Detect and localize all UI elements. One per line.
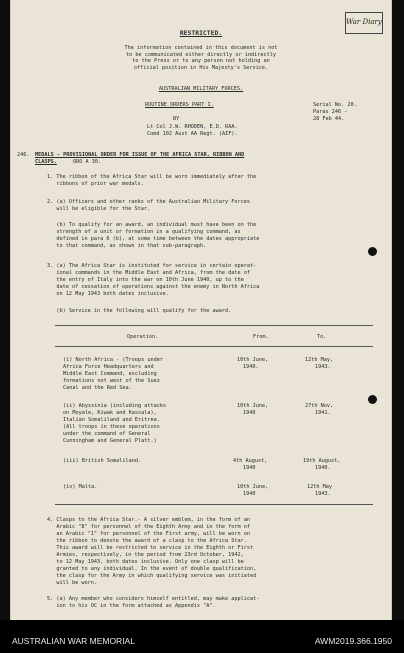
para-3a-line-1: 3. (a) The Africa Star is instituted for service in certain operat- [47, 263, 257, 269]
row-2-from-line-1: 10th June, [237, 403, 269, 409]
para-2b-line-3: defined in para 6 (b), at some time between the dates appropriate [47, 236, 260, 242]
para-1-line-2: ribbons of prior war medals. [47, 181, 144, 187]
footer-institution: AUSTRALIAN WAR MEMORIAL [12, 636, 135, 646]
notice-line-1: The information contained in this document is not [124, 45, 278, 51]
para-heading-line-1: MEDALS - PROVISIONAL ORDER FOR ISSUE OF THE AFRICA STAR, RIBBON AND [35, 152, 245, 158]
para-4-line-5: This award will be restricted to service in the Eighth or First [47, 545, 254, 551]
para-reference: ORO A 30. [73, 159, 102, 165]
para-2a-line-2: will be eligible for the Star. [47, 206, 151, 212]
row-4-to-line-1: 12th May [307, 484, 332, 490]
row-3-operation-line-1: (iii) British Somaliland. [63, 458, 142, 464]
row-3-to-line-2: 1940. [315, 465, 331, 471]
row-1-operation-line-4: formations not west of the Suez [63, 378, 160, 384]
row-1-operation-line-1: (i) North Africa - (Troops under [63, 357, 163, 363]
para-2b-line-4: to that command, as shown in that sub-paragraph. [47, 243, 207, 249]
para-2a-line-1: 2. (a) Officers and other ranks of the Australian Military Forces [47, 199, 251, 205]
table-rule-bottom [55, 504, 373, 505]
orders-title: ROUTINE ORDERS PART I. [145, 102, 214, 108]
row-2-operation-line-1: (ii) Abyssinia (including attacks [63, 403, 167, 409]
para-4-line-1: 4. Clasps to the Africa Star.- A silver emblem, in the form of an [47, 517, 251, 523]
table-rule-top [55, 325, 373, 326]
by-label: BY [173, 116, 180, 122]
para-4-line-3: an Arabic "1" for personnel of the First army, will be worn on [47, 531, 251, 537]
row-2-operation-line-3: Italian Somaliland and Eritrea. [63, 417, 160, 423]
para-1-line-1: 1. The ribbon of the Africa Star will be worn immediately after the [47, 174, 257, 180]
collection-footer [0, 620, 404, 653]
para-4-line-2: Arabic "8" for personnel of the Eighth Army and in the form of [47, 524, 251, 530]
row-2-operation-line-4: (All troops in these operations [63, 424, 160, 430]
para-4-line-9: the clasp for the Army in which qualifying service was initiated [47, 573, 257, 579]
row-1-to-line-2: 1943. [315, 364, 331, 370]
para-heading-line-2: CLASPS. [35, 159, 57, 165]
para-number: 246. [17, 152, 30, 158]
para-3a-line-4: date of cessation of operations against the enemy in North Africa [47, 284, 260, 290]
para-3a-line-5: on 12 May 1943 both dates inclusive. [47, 291, 169, 297]
row-2-to-line-1: 27th Nov, [305, 403, 334, 409]
classification-heading: RESTRICTED. [179, 29, 223, 37]
row-2-operation-line-6: Cunningham and General Platt.) [63, 438, 157, 444]
para-4-line-10: will be worn. [47, 580, 97, 586]
para-2b-line-2: strength of a unit or formation in a qualifying command, as [47, 229, 241, 235]
notice-line-4: official position in His Majesty's Service. [133, 64, 269, 71]
row-1-operation-line-3: Middle East Command, excluding [63, 371, 157, 377]
row-1-from-line-2: 1940. [243, 364, 259, 370]
row-4-from-line-1: 10th June, [237, 484, 269, 490]
row-4-to-line-2: 1943. [315, 491, 331, 497]
row-2-operation-line-2: on Moyale, Kiwak and Kassala), [63, 410, 157, 416]
command-name: Comd 102 Aust AA Regt. (AIF). [147, 131, 238, 137]
paras-range: Paras 246 - [313, 109, 348, 115]
row-2-from-line-2: 1940 [243, 410, 256, 416]
para-3b-line: (b) Service in the following will qualify for the award. [47, 308, 232, 314]
row-4-operation-line-1: (iv) Malta. [63, 484, 98, 490]
force-heading: AUSTRALIAN MILITARY FORCES. [158, 86, 244, 92]
serial-number: Serial No. 20. [313, 102, 357, 108]
para-4-line-7: to 12 May 1943, both dates inclusive. Only one clasp will be [47, 559, 244, 565]
row-3-to-line-1: 19th August, [303, 458, 341, 464]
row-4-from-line-2: 1940 [243, 491, 256, 497]
row-2-operation-line-5: under the command of General [63, 431, 151, 437]
row-2-to-line-2: 1941. [315, 410, 331, 416]
punch-hole-bottom [368, 395, 377, 404]
notice-line-3: to the Press or to any person not holding an [132, 58, 270, 64]
para-3a-line-3: the entry of Italy into the war on 10th June 1940, up to the [47, 277, 244, 283]
order-date: 28 Feb 44. [313, 116, 345, 122]
para-4-line-6: Armies, respectively, in the period from 23rd October, 1942, [47, 552, 244, 558]
punch-hole-top [368, 247, 377, 256]
footer-accession-number: AWM2019.366.1950 [314, 636, 392, 646]
table-header-operation: Operation. [127, 334, 159, 340]
para-4-line-4: the ribbon to denote the award of a clasp to the Africa Star. [47, 538, 247, 544]
para-5-line-2: ion to his OC in the form attached as Appendix "A". [47, 603, 216, 609]
document-page [10, 0, 392, 620]
notice-line-2: to be communicated either directly or indirectly [126, 51, 276, 58]
officer-name: Lt Col J.W. RHODEN, E.D. RAA. [147, 124, 238, 130]
table-header-to: To. [317, 334, 327, 340]
para-5-line-1: 5. (a) Any member who considers himself entitled, may make applicat- [47, 596, 260, 602]
row-3-from-line-2: 1940 [243, 465, 256, 471]
para-3a-line-2: ional commands in the Middle East and Africa, from the date of [47, 270, 251, 276]
para-4-line-8: granted to any individual. In the event of double qualification, [47, 566, 257, 572]
row-1-to-line-1: 12th May, [305, 357, 334, 363]
row-3-from-line-1: 4th August, [233, 458, 268, 464]
para-2b-line-1: (b) To qualify for an award, an individual must have been on the [47, 222, 257, 228]
table-rule-header [55, 346, 373, 347]
table-header-from: From. [253, 334, 269, 340]
handwritten-note: War Diary [345, 12, 383, 34]
row-1-operation-line-5: Canal and the Red Sea. [63, 385, 132, 391]
row-1-from-line-1: 10th June, [237, 357, 269, 363]
row-1-operation-line-2: Africa Force Headquarters and [63, 364, 154, 370]
